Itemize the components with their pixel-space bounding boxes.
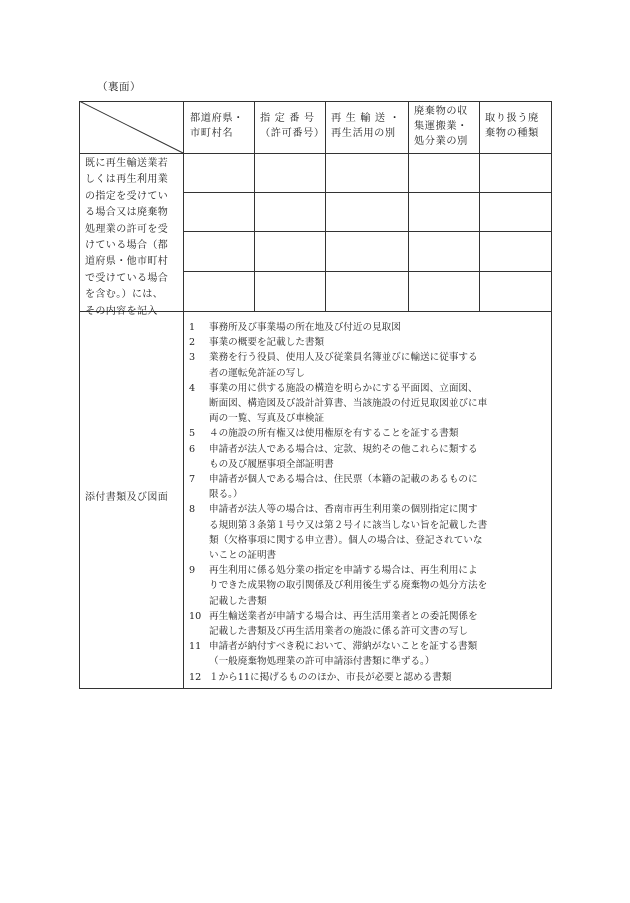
- list-item: 5 ４の施設の所有権又は使用権原を有することを証する書類: [189, 428, 459, 440]
- attachments-label: 添付書類及び図面: [85, 492, 169, 503]
- header-business-type: 廃棄物の収 集運搬業・ 処分業の別: [414, 106, 468, 147]
- list-item: 8 申請者が法人等の場合は、香南市再生利用業の個別指定に関す る規則第３条第１号ウ又は第２号イに該当しない旨を記載した書 類（欠格事項に関する申立書）。個人の場合は、登記されていな いことの証明書: [189, 504, 488, 562]
- list-item: 10 再生輸送業者が申請する場合は、再生活用業者との委託関係を 記載した書類及び再生活用業者の施設に係る許可文書の写し: [189, 610, 478, 638]
- list-item: 3 業務を行う役員、使用人及び従業員名簿並びに輸送に従事する 者の運転免許証の写し: [189, 352, 478, 379]
- attachments-list: [189, 320, 551, 685]
- list-item: 9 再生利用に係る処分業の指定を申請する場合は、再生利用によ りできた成果物の取引関係及び利用後生ずる廃棄物の処分方法を 記載した書類: [189, 565, 488, 607]
- list-item: 6 申請者が法人である場合は、定款、規約その他これらに類する もの及び履歴事項全部証明書: [189, 443, 478, 470]
- list-item: 2 事業の概要を記載した書類: [189, 337, 325, 349]
- header-waste-type: 取り扱う廃 棄物の種類: [485, 113, 539, 139]
- header-prefecture-municipality: 都道府県・ 市町村名: [190, 113, 244, 139]
- list-item: 12 １から11に掲げるもののほか、市長が必要と認める書類: [189, 671, 452, 683]
- application-reverse-table: [79, 101, 552, 689]
- header-transport-or-use: 再 生 輸 送 ・ 再生活用の別: [331, 113, 401, 139]
- page-side-label: （裏面）: [97, 81, 141, 93]
- prior-designation-label: 既に再生輸送業若 しくは再生利用業 の指定を受けてい る場合又は廃棄物 処理業の許可を受 けている場合（都 道府県・他市町村 で受けている場合 を含む。）には、 その内容を記入: [85, 158, 169, 317]
- list-item: 1 事務所及び事業場の所在地及び付近の見取図: [189, 322, 401, 333]
- list-item: 4 事業の用に供する施設の構造を明らかにする平面図、立面図、 断面図、構造図及び設計計算書、当該施設の付近見取図並びに車 両の一覧、写真及び車検証: [189, 382, 488, 425]
- header-designation-number: 指 定 番 号 （許可番号）: [260, 113, 325, 139]
- list-item: 7 申請者が個人である場合は、住民票（本籍の記載のあるものに 限る。）: [189, 474, 478, 501]
- list-item: 11 申請者が納付すべき税において、滞納がないことを証する書類 （一般廃棄物処理業の許可申請添付書類に準ずる。）: [189, 641, 478, 668]
